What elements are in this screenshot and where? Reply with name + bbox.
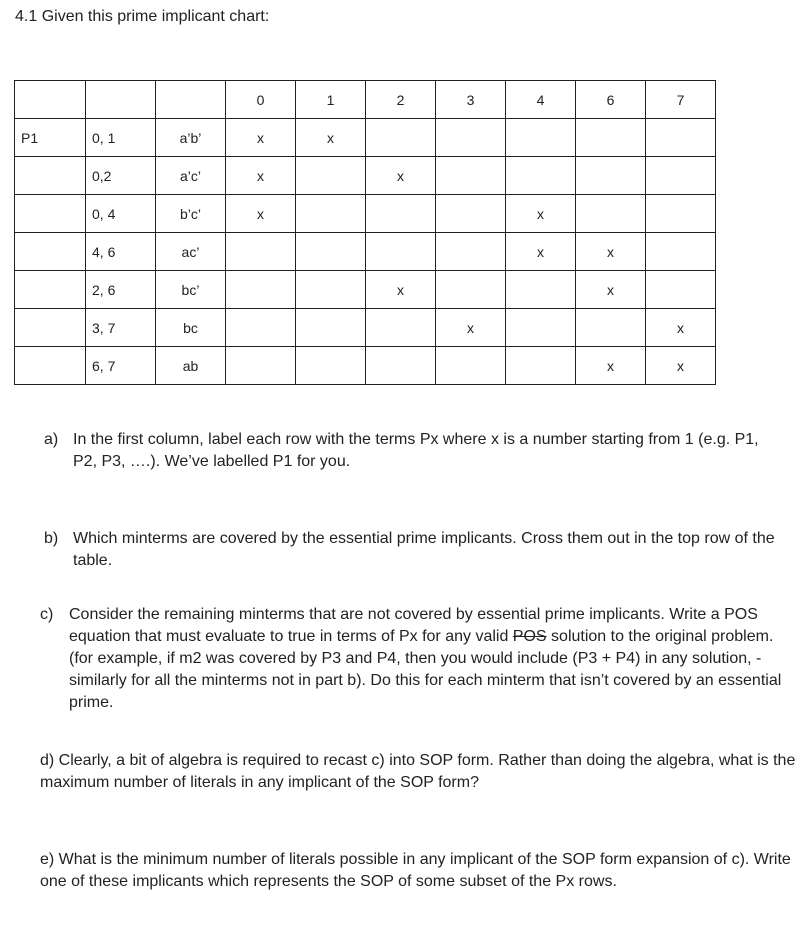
coverage-mark bbox=[296, 195, 366, 233]
minterm-header-1: 1 bbox=[296, 81, 366, 119]
chart-body bbox=[15, 81, 716, 385]
coverage-mark bbox=[506, 347, 576, 385]
coverage-mark: x bbox=[506, 233, 576, 271]
chart-header-row bbox=[15, 81, 716, 119]
row-term: b’c’ bbox=[156, 195, 226, 233]
row-label bbox=[15, 271, 86, 309]
coverage-mark bbox=[436, 119, 506, 157]
coverage-mark bbox=[296, 309, 366, 347]
coverage-mark bbox=[226, 233, 296, 271]
coverage-mark: x bbox=[576, 347, 646, 385]
coverage-mark bbox=[296, 157, 366, 195]
coverage-mark bbox=[436, 157, 506, 195]
question-c-text-before: Consider the remaining minterms that are not covered by essential prime implicants. Write a POS equation that must evaluate to true in terms of Px for any valid bbox=[69, 606, 758, 645]
coverage-mark bbox=[576, 309, 646, 347]
coverage-mark bbox=[506, 157, 576, 195]
coverage-mark: x bbox=[226, 119, 296, 157]
coverage-mark bbox=[506, 309, 576, 347]
implicant-row bbox=[15, 347, 716, 385]
row-term: bc bbox=[156, 309, 226, 347]
coverage-mark bbox=[436, 195, 506, 233]
coverage-mark bbox=[366, 195, 436, 233]
coverage-mark bbox=[646, 157, 716, 195]
coverage-mark bbox=[506, 119, 576, 157]
coverage-mark: x bbox=[576, 233, 646, 271]
coverage-mark: x bbox=[226, 195, 296, 233]
coverage-mark bbox=[296, 347, 366, 385]
coverage-mark bbox=[366, 347, 436, 385]
row-label: P1 bbox=[15, 119, 86, 157]
coverage-mark bbox=[576, 119, 646, 157]
row-minterms: 2, 6 bbox=[86, 271, 156, 309]
row-label bbox=[15, 347, 86, 385]
prime-implicant-chart bbox=[14, 80, 716, 385]
coverage-mark: x bbox=[506, 195, 576, 233]
coverage-mark: x bbox=[296, 119, 366, 157]
coverage-mark bbox=[576, 157, 646, 195]
row-term: a’b’ bbox=[156, 119, 226, 157]
question-a bbox=[44, 429, 779, 473]
implicant-row bbox=[15, 271, 716, 309]
coverage-mark: x bbox=[436, 309, 506, 347]
row-minterms: 0, 1 bbox=[86, 119, 156, 157]
row-label bbox=[15, 157, 86, 195]
row-minterms: 3, 7 bbox=[86, 309, 156, 347]
coverage-mark bbox=[646, 119, 716, 157]
row-label bbox=[15, 309, 86, 347]
coverage-mark bbox=[226, 309, 296, 347]
question-d-text: d) Clearly, a bit of algebra is required to recast c) into SOP form. Rather than doing the algebra, what is the maximum number of literals in any implicant of the SOP form? bbox=[40, 752, 796, 791]
coverage-mark bbox=[436, 233, 506, 271]
coverage-mark bbox=[296, 271, 366, 309]
coverage-mark bbox=[366, 119, 436, 157]
minterm-header-2: 2 bbox=[366, 81, 436, 119]
minterm-header-0: 0 bbox=[226, 81, 296, 119]
minterm-header-4: 4 bbox=[506, 81, 576, 119]
implicant-row bbox=[15, 309, 716, 347]
coverage-mark bbox=[226, 347, 296, 385]
row-minterms: 0, 4 bbox=[86, 195, 156, 233]
implicant-row bbox=[15, 119, 716, 157]
coverage-mark bbox=[366, 233, 436, 271]
coverage-mark bbox=[646, 271, 716, 309]
implicant-row bbox=[15, 233, 716, 271]
row-label bbox=[15, 195, 86, 233]
question-e bbox=[40, 849, 805, 893]
coverage-mark: x bbox=[646, 347, 716, 385]
coverage-mark bbox=[576, 195, 646, 233]
question-b-label: b) bbox=[44, 530, 59, 547]
question-c-text-after: solution to the original problem. (for example, if m2 was covered by P3 and P4, then you would include (P3 + P4) in any solution, - similarly for all the minterms not in part b). Do this for each minterm that isn’t covered by an essential prime. bbox=[69, 628, 782, 711]
question-c-text bbox=[69, 604, 785, 714]
coverage-mark bbox=[296, 233, 366, 271]
coverage-mark bbox=[646, 233, 716, 271]
row-minterms: 6, 7 bbox=[86, 347, 156, 385]
question-e-text: e) What is the minimum number of literals possible in any implicant of the SOP form expansion of c). Write one of these implicants which represents the SOP of some subset of the Px rows. bbox=[40, 851, 791, 890]
header-cell bbox=[156, 81, 226, 119]
coverage-mark bbox=[366, 309, 436, 347]
row-minterms: 0,2 bbox=[86, 157, 156, 195]
question-c-struck-word: POS bbox=[512, 628, 547, 645]
coverage-mark: x bbox=[366, 271, 436, 309]
row-term: ac’ bbox=[156, 233, 226, 271]
problem-heading: 4.1 Given this prime implicant chart: bbox=[15, 8, 270, 25]
coverage-mark: x bbox=[366, 157, 436, 195]
coverage-mark bbox=[506, 271, 576, 309]
row-minterms: 4, 6 bbox=[86, 233, 156, 271]
coverage-mark bbox=[226, 271, 296, 309]
row-label bbox=[15, 233, 86, 271]
coverage-mark bbox=[646, 195, 716, 233]
row-term: a’c’ bbox=[156, 157, 226, 195]
header-cell bbox=[86, 81, 156, 119]
coverage-mark: x bbox=[576, 271, 646, 309]
row-term: bc’ bbox=[156, 271, 226, 309]
question-c-label: c) bbox=[40, 606, 54, 623]
minterm-header-3: 3 bbox=[436, 81, 506, 119]
question-b-text: Which minterms are covered by the essential prime implicants. Cross them out in the top row of the table. bbox=[73, 530, 775, 569]
question-c bbox=[40, 604, 785, 714]
header-cell bbox=[15, 81, 86, 119]
coverage-mark: x bbox=[646, 309, 716, 347]
question-a-text: In the first column, label each row with the terms Px where x is a number starting from 1 (e.g. P1, P2, P3, ….). We’ve labelled P1 for you. bbox=[73, 431, 759, 470]
implicant-row bbox=[15, 157, 716, 195]
minterm-header-6: 6 bbox=[576, 81, 646, 119]
question-d bbox=[40, 750, 805, 794]
minterm-header-7: 7 bbox=[646, 81, 716, 119]
implicant-row bbox=[15, 195, 716, 233]
question-a-label: a) bbox=[44, 431, 59, 448]
question-b bbox=[44, 528, 784, 572]
coverage-mark: x bbox=[226, 157, 296, 195]
coverage-mark bbox=[436, 271, 506, 309]
coverage-mark bbox=[436, 347, 506, 385]
row-term: ab bbox=[156, 347, 226, 385]
